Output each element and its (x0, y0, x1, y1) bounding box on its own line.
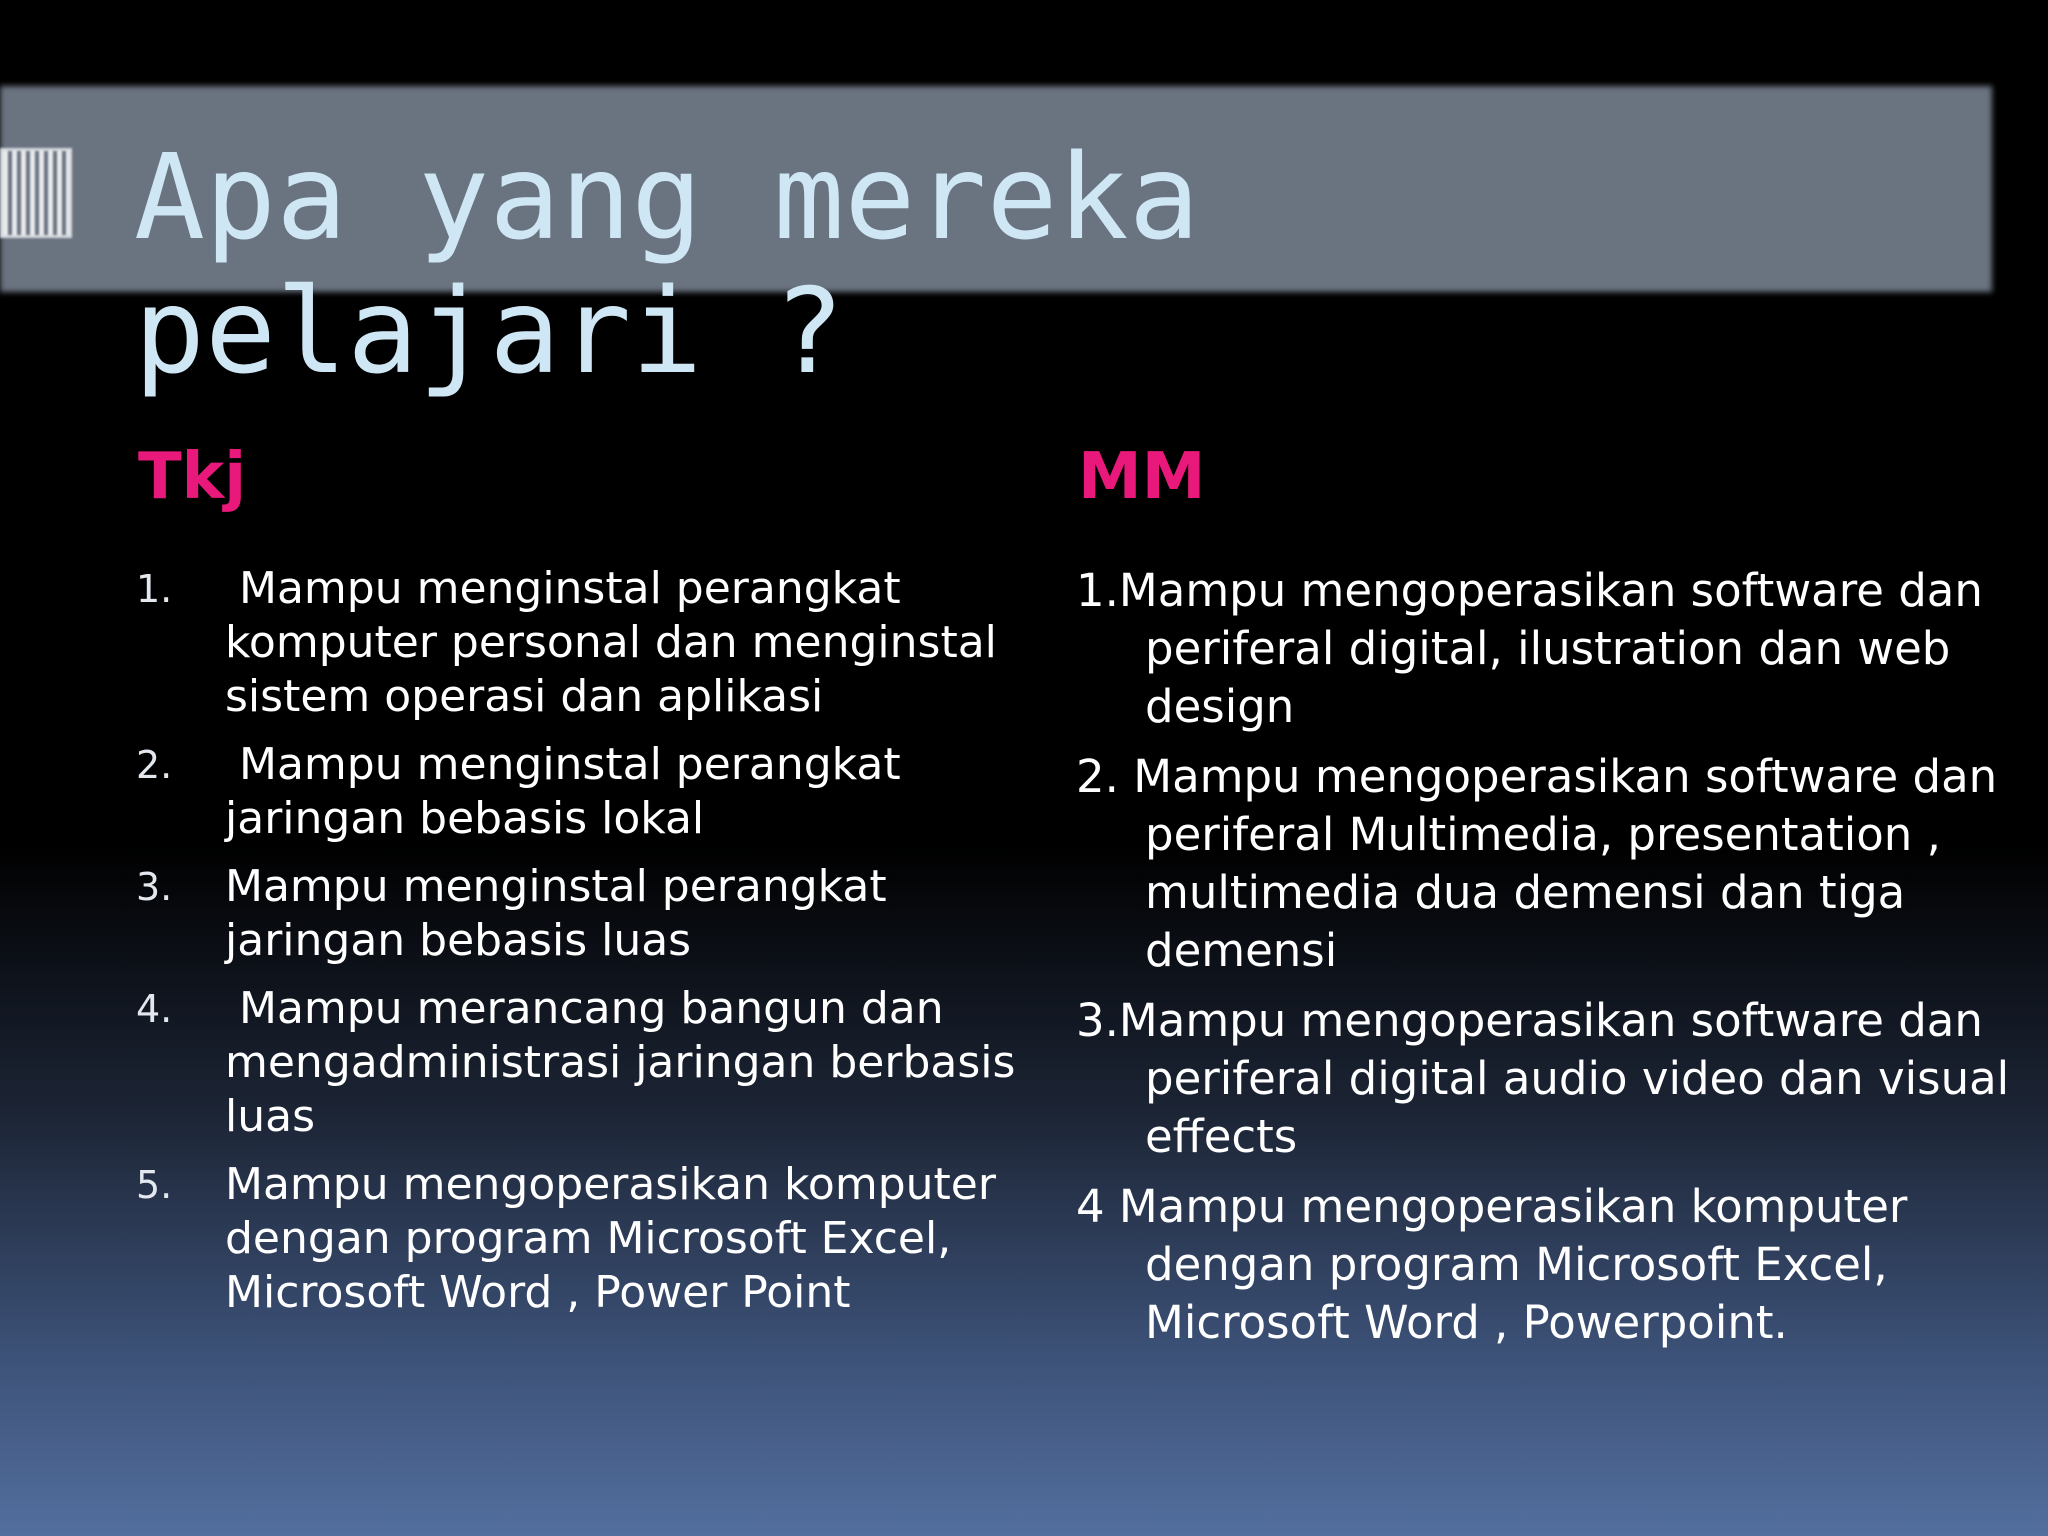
tkj-list (136, 562, 1036, 1334)
list-item (136, 860, 1036, 968)
column-heading-tkj: Tkj (138, 440, 247, 514)
mm-list (1076, 562, 2036, 1364)
list-item: 4 Mampu mengoperasikan komputer dengan program Microsoft Excel, Microsoft Word , Powerpoint. (1076, 1180, 1908, 1349)
list-item-text: Mampu menginstal perangkat komputer personal dan menginstal sistem operasi dan aplikasi (225, 563, 997, 722)
list-item-number: 2. (136, 743, 173, 787)
list-item (136, 1158, 1036, 1320)
list-item-text: Mampu menginstal perangkat jaringan bebasis lokal (225, 739, 901, 844)
slide-title: Apa yang mereka pelajari ? (134, 128, 1200, 400)
list-item-text: Mampu mengoperasikan komputer dengan program Microsoft Excel, Microsoft Word , Power Point (225, 1159, 996, 1318)
list-item (136, 982, 1036, 1144)
list-item (136, 562, 1036, 724)
list-item-number: 5. (136, 1163, 173, 1207)
list-item (136, 738, 1036, 846)
list-item: 1.Mampu mengoperasikan software dan periferal digital, ilustration dan web design (1076, 564, 1983, 733)
barcode-icon (0, 148, 72, 238)
list-item-number: 4. (136, 987, 173, 1031)
list-item-text: Mampu menginstal perangkat jaringan bebasis luas (225, 861, 887, 966)
list-item: 2. Mampu mengoperasikan software dan periferal Multimedia, presentation , multimedia dua demensi dan tiga demensi (1076, 750, 1998, 977)
list-item: 3.Mampu mengoperasikan software dan periferal digital audio video dan visual effects (1076, 994, 2010, 1163)
list-item-text: Mampu merancang bangun dan mengadministrasi jaringan berbasis luas (225, 983, 1016, 1142)
list-item-number: 1. (136, 567, 173, 611)
column-heading-mm: MM (1078, 440, 1206, 514)
list-item-number: 3. (136, 865, 173, 909)
